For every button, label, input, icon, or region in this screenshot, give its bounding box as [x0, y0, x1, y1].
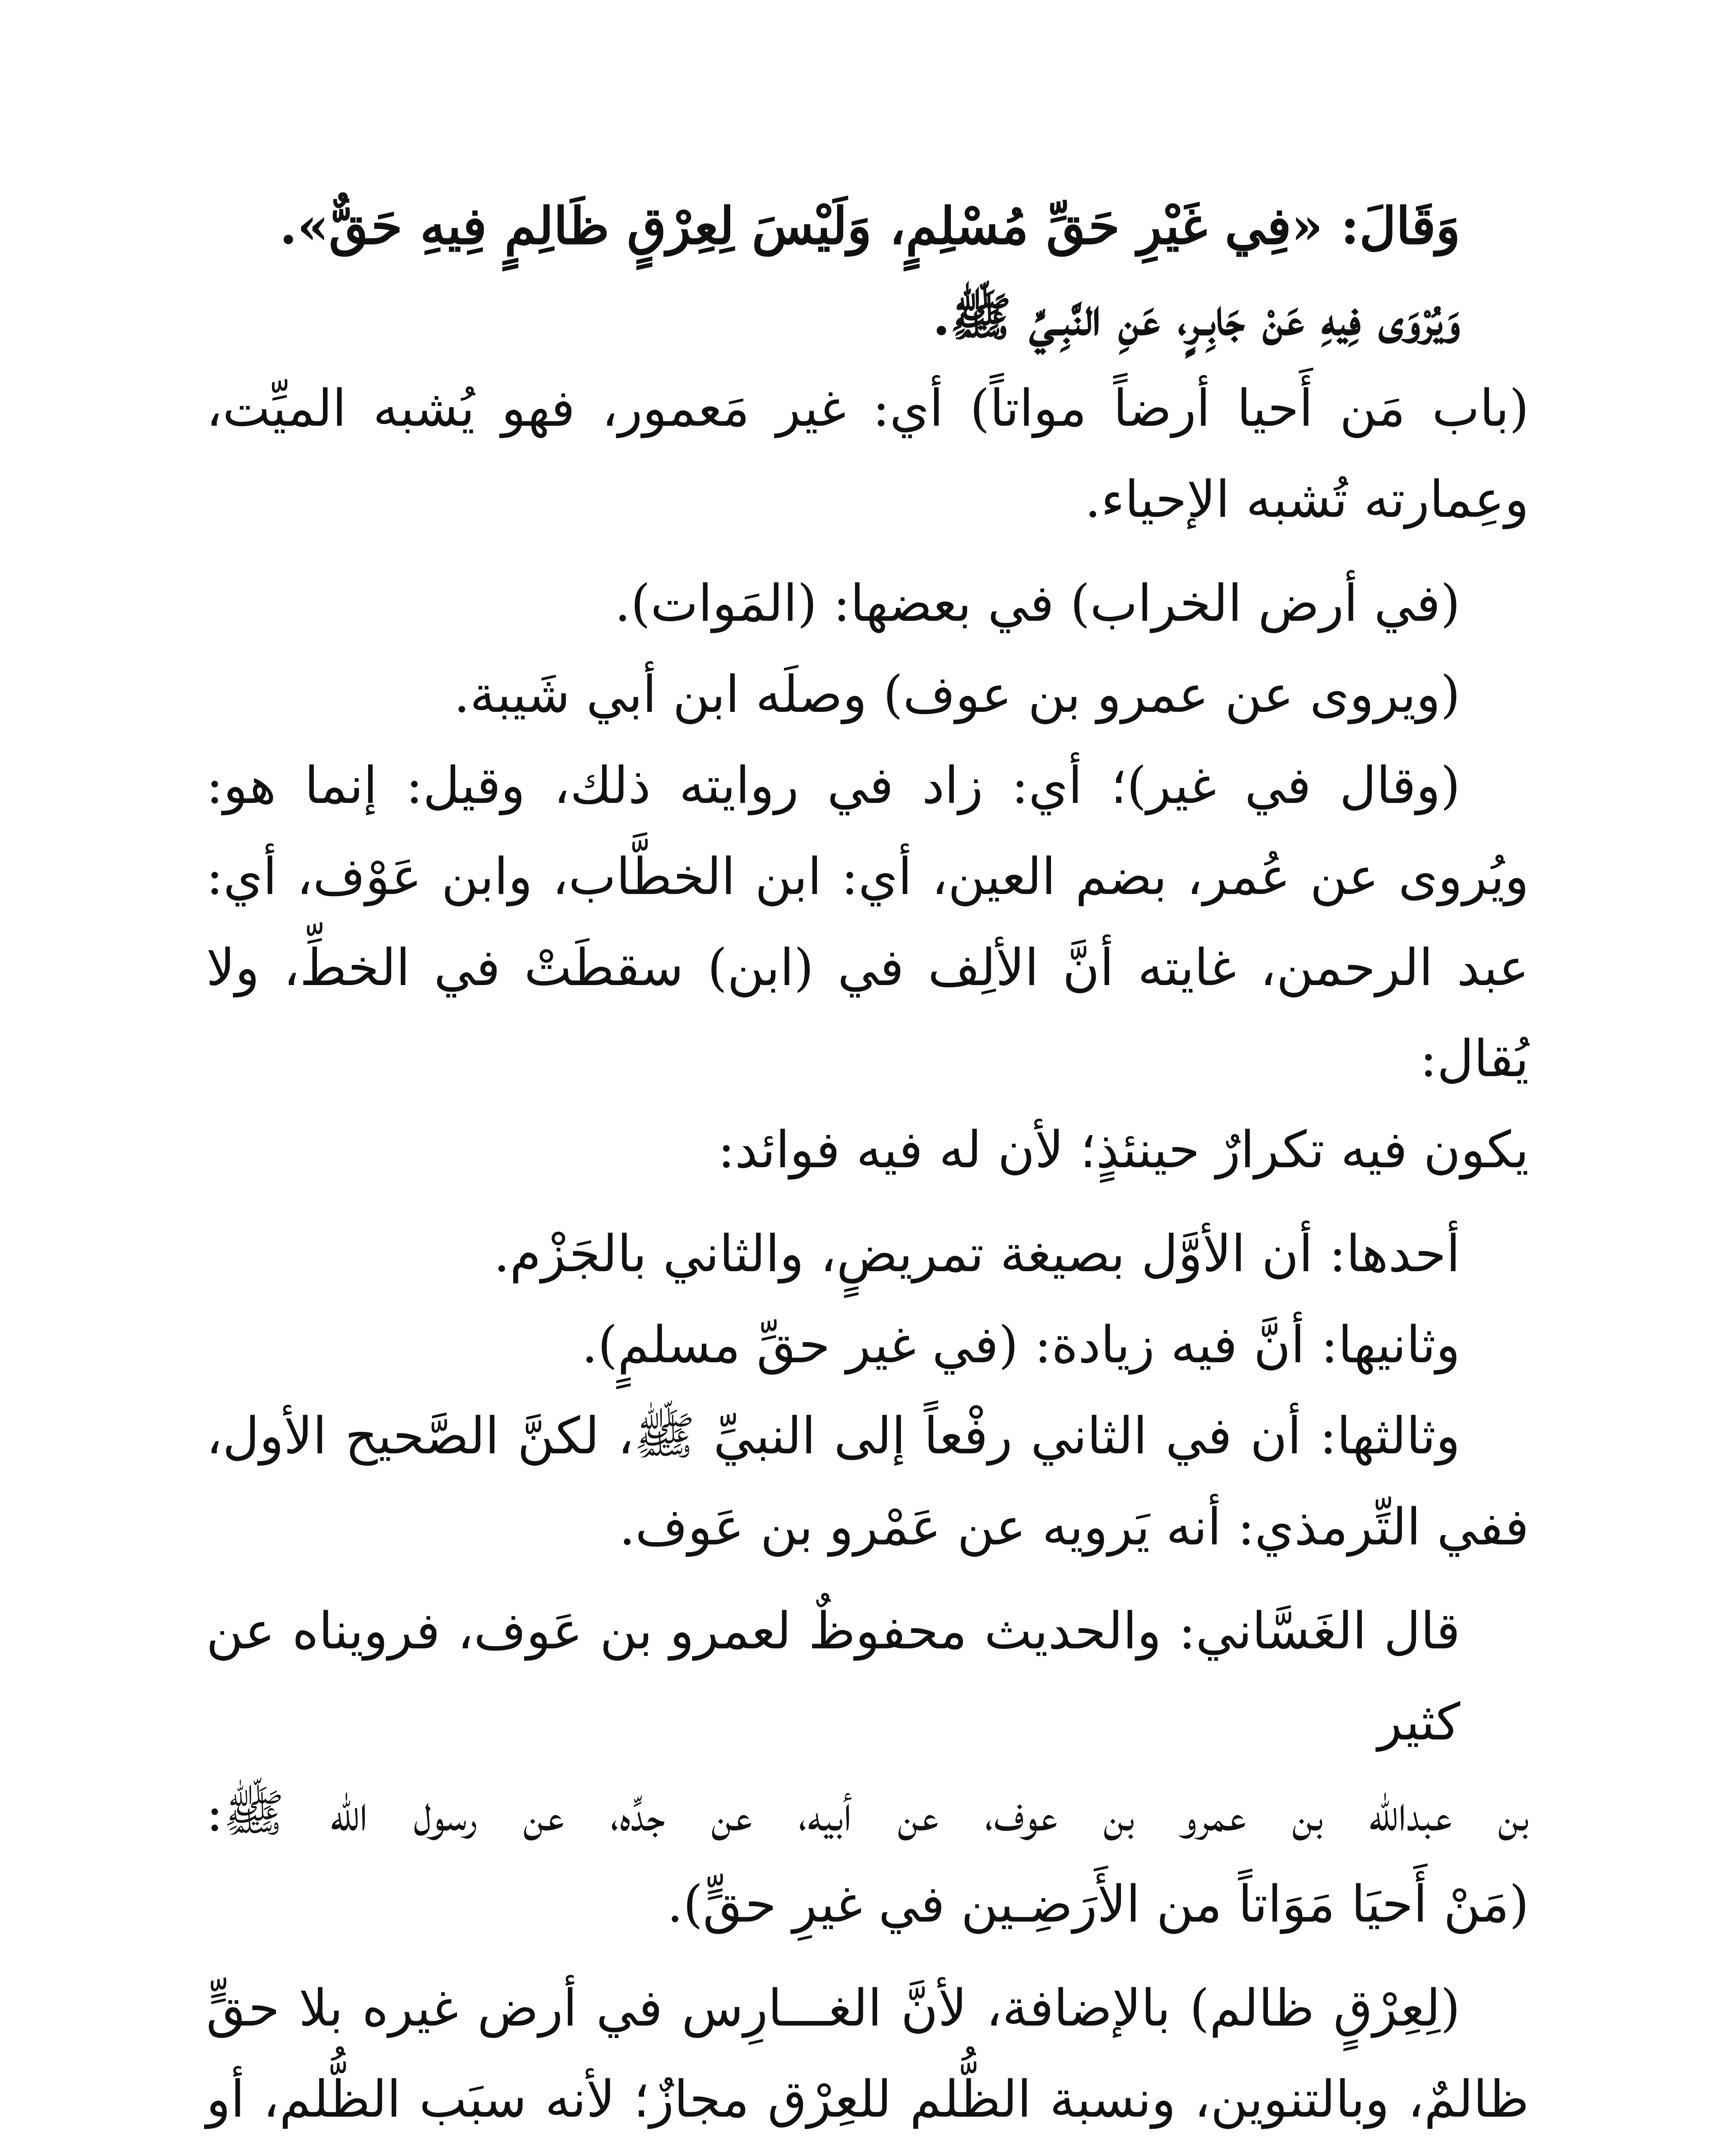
text-line-13: وثالثها: أن في الثاني رفْعاً إلى النبيِّ ﷺ، لكنَّ الصَّحيح الأول،	[206, 1406, 1460, 1465]
text-line-7: (وقال في غير)؛ أي: زاد في روايته ذلك، وقيل: إنما هو:	[206, 756, 1460, 815]
text-line-18: (لِعِرْقٍ ظالم) بالإضافة، لأنَّ الغـــارِس في أرض غيره بلا حقٍّ	[206, 1978, 1460, 2038]
text-line-4: وعِمارته تُشبه الإحياء.	[1084, 470, 1529, 529]
text-line-15: قال الغَسَّاني: والحديث محفوظٌ لعمرو بن عَوف، فرويناه عن كثير	[206, 1601, 1460, 1751]
text-line-10: يكون فيه تكرارٌ حينئذٍ؛ لأن له فيه فوائد:	[718, 1120, 1529, 1179]
text-line-14: ففي التِّرمذي: أنه يَرويه عن عَمْرو بن عَوف.	[619, 1497, 1529, 1556]
hadith-line-2: وَيُرْوَى فِيهِ عَنْ جَابِـرٍ، عَنِ النَّبِـيِّ ﷺ.	[932, 287, 1460, 347]
page-body	[206, 180, 1529, 2148]
text-line-9: عبد الرحمن، غايته أنَّ الألِف في (ابن) سقطَتْ في الخطِّ، ولا يُقال:	[206, 938, 1529, 1088]
hadith-line-1: وَقَالَ: «فِي غَيْرِ حَقِّ مُسْلِمٍ، وَلَيْسَ لِعِرْقٍ ظَالِمٍ فِيهِ حَقٌّ».	[279, 196, 1460, 256]
text-line-16: بن عبدالله بن عمرو بن عوف، عن أبيه، عن جدِّه، عن رسول الله ﷺ:	[206, 1783, 1529, 1843]
text-line-8: ويُروى عن عُمر، بضم العين، أي: ابن الخطَّاب، وابن عَوْف، أي:	[206, 847, 1529, 906]
text-line-19: ظالمٌ، وبالتنوين، ونسبة الظُّلم للعِرْق مجازٌ؛ لأنه سبَب الظُّلم، أو	[206, 2069, 1529, 2129]
text-line-6: (ويروى عن عمرو بن عوف) وصلَه ابن أبي شَيبة.	[454, 665, 1460, 724]
text-line-5: (في أرض الخراب) في بعضها: (المَوات).	[614, 574, 1460, 633]
text-line-12: وثانيها: أنَّ فيه زيادة: (في غير حقِّ مسلمٍ).	[582, 1315, 1460, 1374]
text-line-11: أحدها: أن الأوَّل بصيغة تمريضٍ، والثاني بالجَزْم.	[493, 1224, 1460, 1283]
text-line-3: (باب مَن أَحيا أرضاً مواتاً) أي: غير مَعمور، فهو يُشبه الميِّت،	[206, 378, 1529, 438]
text-line-17: (مَنْ أَحيَا مَوَاتاً من الأَرَضِـين في غيرِ حقٍّ).	[667, 1874, 1529, 1934]
